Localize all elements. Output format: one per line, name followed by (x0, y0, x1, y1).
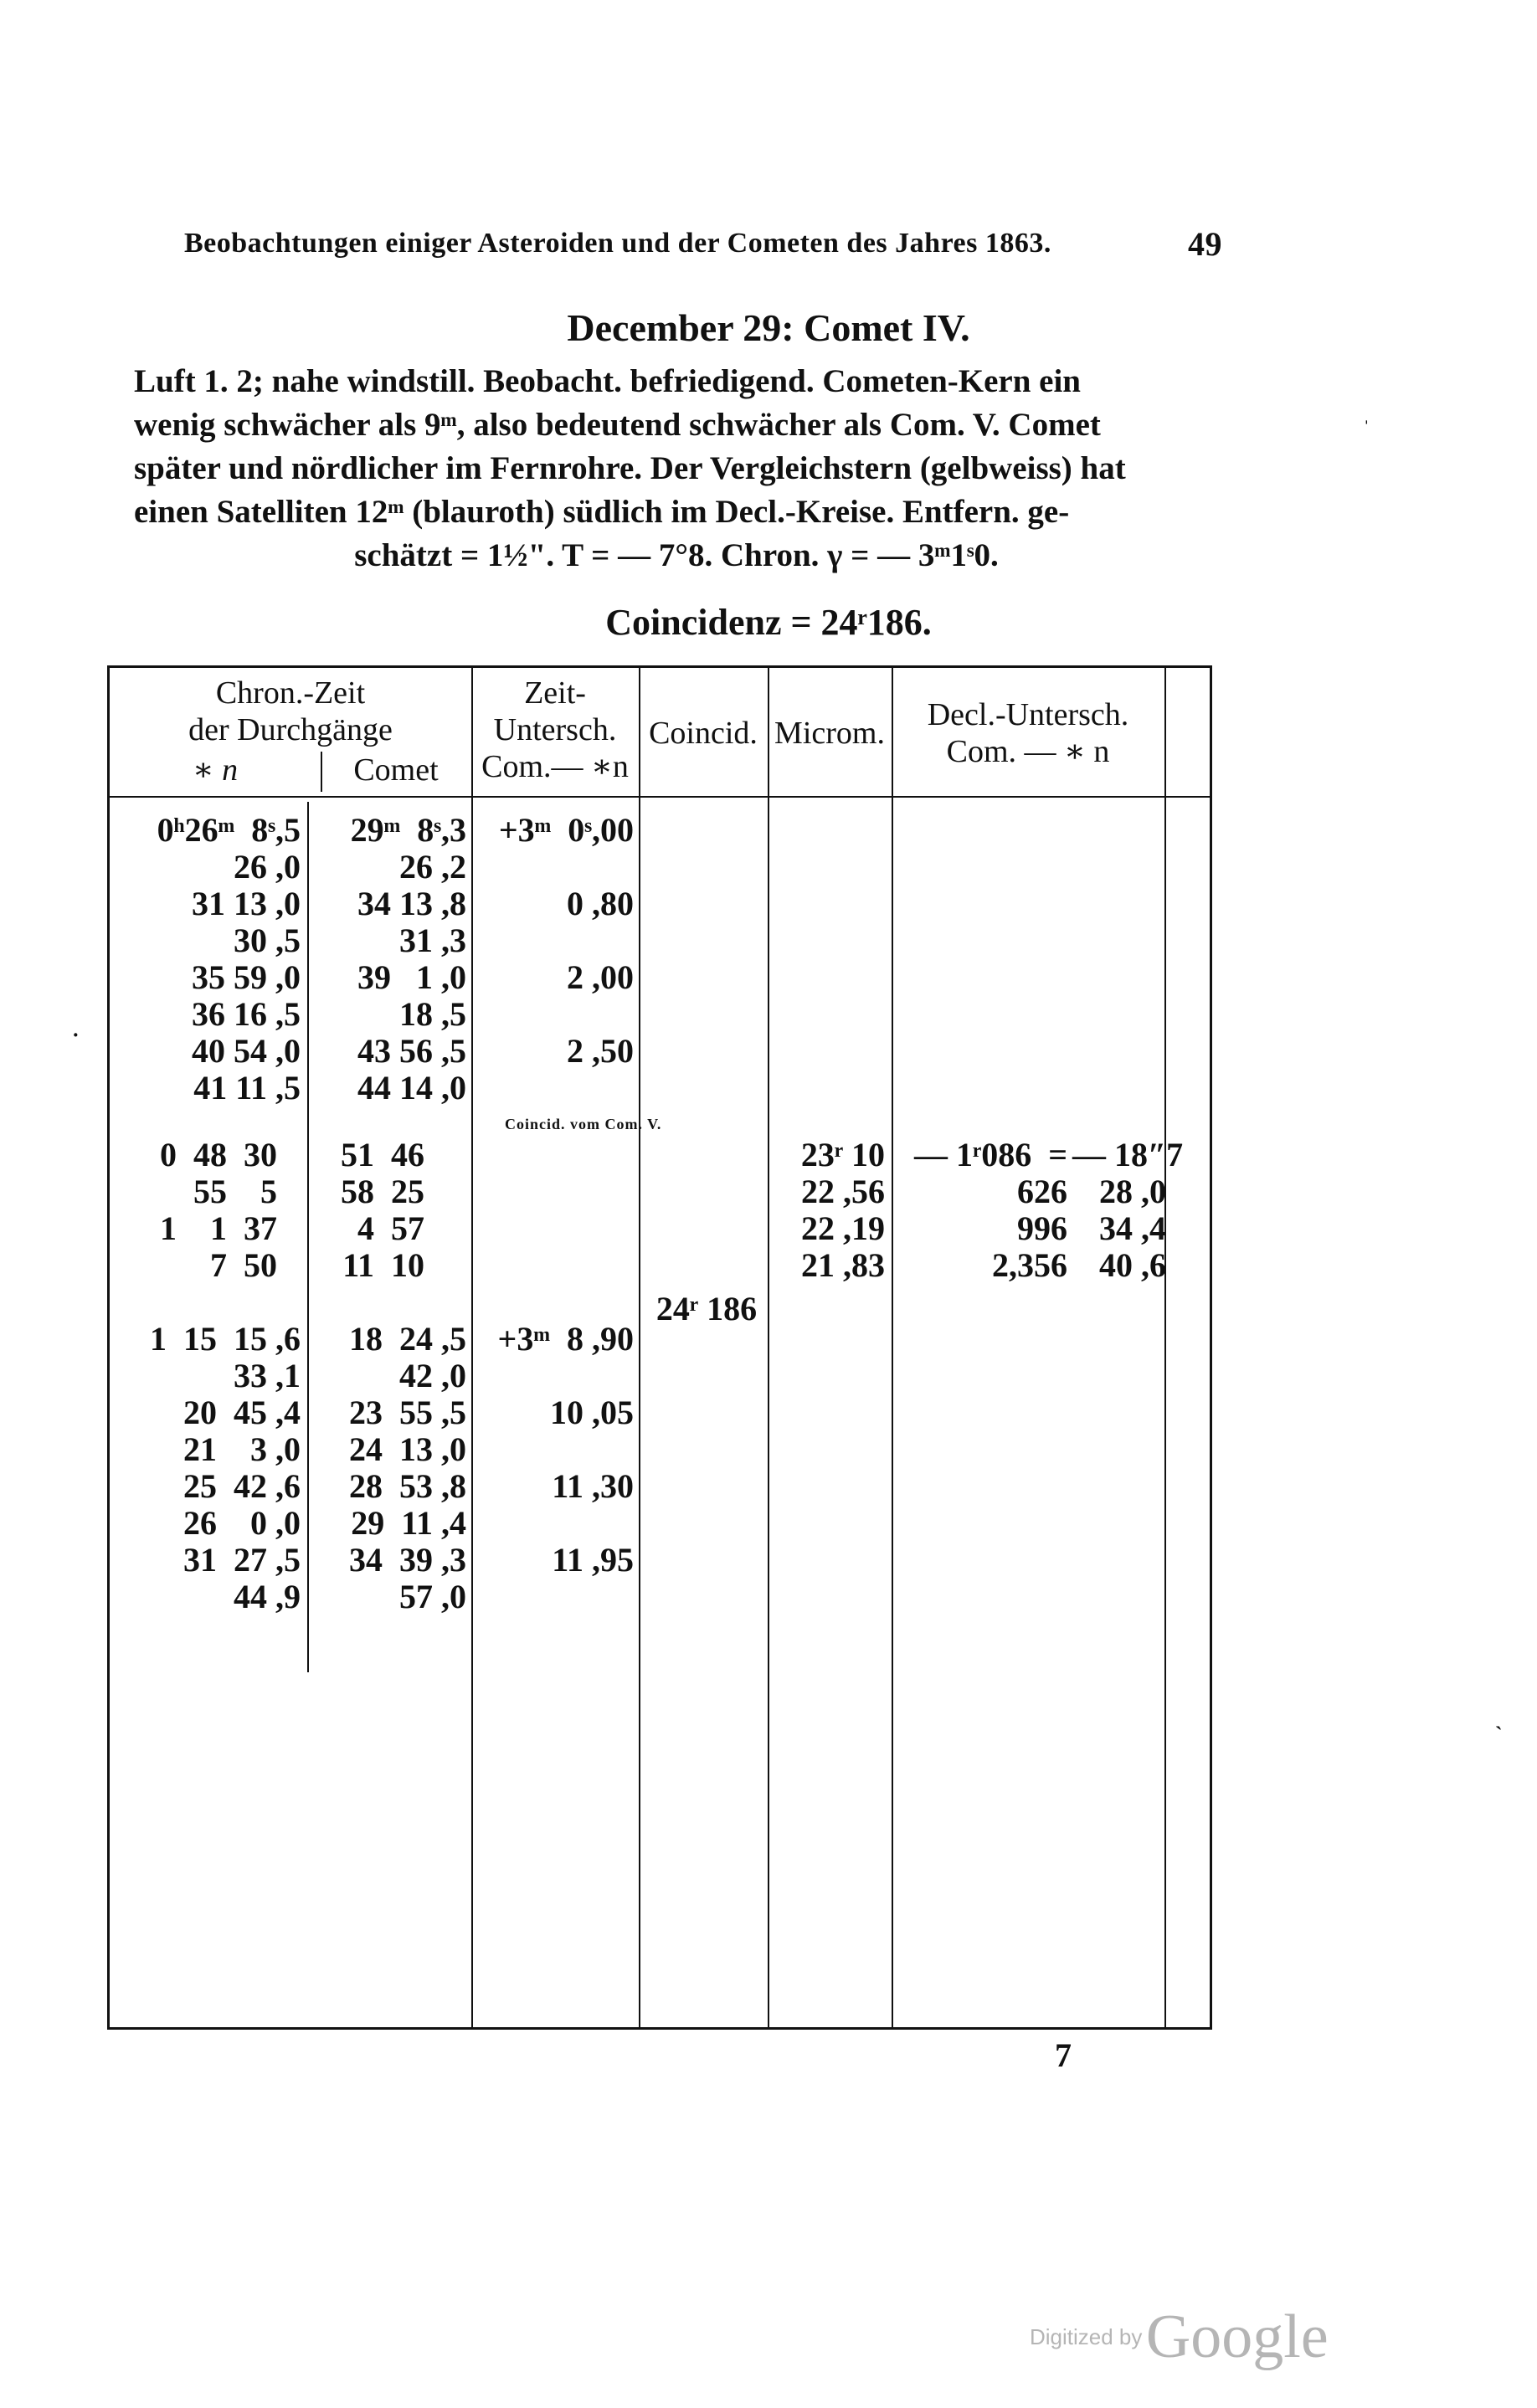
zeit-untersch-cell: 0 ,80 (567, 885, 634, 922)
decl-untersch-cell: 996 (1017, 1209, 1067, 1247)
zeit-untersch-cell: 11 ,95 (552, 1541, 634, 1579)
star-transit-cell: 0ʰ26ᵐ 8ˢ,5 (157, 811, 301, 849)
header-text: Com.— ∗n (481, 749, 629, 784)
comet-transit-cell: 44 14 ,0 (357, 1069, 466, 1106)
star-transit-cell: 33 ,1 (234, 1357, 301, 1394)
comet-transit-cell: 42 ,0 (399, 1357, 466, 1394)
decl-untersch-cell: — 18″7 (1072, 1136, 1184, 1173)
running-head-text: Beobachtungen einiger Asteroiden und der Cometen des Jahres 1863. (184, 228, 1051, 259)
decl-untersch-cell: 2,356 (992, 1246, 1067, 1284)
comet-transit-cell: 28 53 ,8 (349, 1467, 466, 1505)
header-decl-untersch (892, 696, 1164, 770)
star-transit-cell: 40 54 ,0 (192, 1032, 301, 1070)
comet-transit-cell: 18 24 ,5 (349, 1320, 466, 1358)
zeit-untersch-cell: 2 ,50 (567, 1032, 634, 1070)
microm-cell: 22 ,19 (801, 1209, 885, 1247)
star-transit-cell: 36 16 ,5 (192, 995, 301, 1033)
google-logo: Google (1145, 2303, 1329, 2371)
intro-line: einen Satelliten 12ᵐ (blauroth) südlich im Decl.-Kreise. Entfern. ge- (134, 494, 1070, 530)
header-chron-zeit (110, 675, 471, 748)
header-comet: Comet (353, 752, 439, 788)
header-text: Decl.-Untersch. (927, 697, 1129, 732)
comet-transit-cell: 39 1 ,0 (357, 958, 466, 996)
star-transit-cell: 26 ,0 (234, 848, 301, 886)
watermark-small: Digitized by (1030, 2324, 1143, 2349)
column-rule (768, 668, 769, 2030)
star-transit-cell: 1 1 37 (160, 1209, 277, 1247)
comet-transit-cell: 43 56 ,5 (357, 1032, 466, 1070)
comet-transit-cell: 18 ,5 (399, 995, 466, 1033)
header-rule (110, 796, 1212, 798)
header-text: Chron.-Zeit (215, 675, 366, 711)
header-text: der Durchgänge (188, 712, 393, 747)
table-note: Coincid. vom Com. V. (505, 1116, 662, 1132)
star-transit-cell: 21 3 ,0 (183, 1430, 301, 1468)
zeit-untersch-cell: 11 ,30 (552, 1467, 634, 1505)
star-transit-cell: 30 ,5 (234, 922, 301, 959)
intro-paragraph (134, 360, 1219, 578)
star-transit-cell: 31 13 ,0 (192, 885, 301, 922)
intro-line: Luft 1. 2; nahe windstill. Beobacht. befriedigend. Cometen-Kern ein (134, 363, 1081, 399)
comet-transit-cell: 51 46 (341, 1136, 424, 1173)
header-text: Zeit- (524, 675, 586, 711)
decl-untersch-cell: 40 ,6 (1099, 1246, 1166, 1284)
comet-transit-cell: 11 10 (342, 1246, 424, 1284)
header-star-n: ∗ n (192, 752, 239, 788)
decl-untersch-cell: 34 ,4 (1099, 1209, 1166, 1247)
decl-untersch-cell: 28 ,0 (1099, 1173, 1166, 1210)
page-number: 49 (1188, 225, 1222, 263)
header-coincid: Coincid. (649, 716, 758, 751)
signature-mark: 7 (1055, 2036, 1072, 2074)
column-rule (892, 668, 893, 2030)
comet-transit-cell: 29 11 ,4 (351, 1504, 466, 1542)
intro-line: wenig schwächer als 9ᵐ, also bedeutend schwächer als Com. V. Comet (134, 407, 1101, 443)
star-transit-cell: 26 0 ,0 (183, 1504, 301, 1542)
decl-untersch-cell: 626 (1017, 1173, 1067, 1210)
star-transit-cell: 20 45 ,4 (183, 1394, 301, 1431)
star-transit-cell: 44 ,9 (234, 1578, 301, 1615)
header-text: Com. — ∗ n (946, 734, 1110, 769)
microm-cell: 22 ,56 (801, 1173, 885, 1210)
star-transit-cell: 25 42 ,6 (183, 1467, 301, 1505)
comet-transit-cell: 58 25 (341, 1173, 424, 1210)
digitized-watermark (1030, 2302, 1329, 2373)
comet-transit-cell: 26 ,2 (399, 848, 466, 886)
running-head (184, 225, 1222, 263)
zeit-untersch-cell: 2 ,00 (567, 958, 634, 996)
star-transit-cell: 55 5 (193, 1173, 277, 1210)
star-transit-cell: 0 48 30 (160, 1136, 277, 1173)
intro-line: schätzt = 1½". T = — 7°8. Chron. γ = — 3ᵐ1ˢ0. (354, 537, 999, 573)
section-title: December 29: Comet IV. (567, 306, 970, 349)
star-transit-cell: 7 50 (210, 1246, 277, 1284)
header-microm: Microm. (774, 716, 885, 751)
column-rule (639, 668, 640, 2030)
microm-cell: 21 ,83 (801, 1246, 885, 1284)
zeit-untersch-cell: +3ᵐ 0ˢ,00 (498, 811, 634, 849)
star-transit-cell: 31 27 ,5 (183, 1541, 301, 1579)
coincid-value: 24ʳ 186 (655, 1290, 758, 1327)
scan-speck: ˋ (1495, 1723, 1503, 1747)
coincidenz-title: Coincidenz = 24ʳ186. (605, 602, 932, 643)
comet-transit-cell: 29ᵐ 8ˢ,3 (350, 811, 466, 849)
column-rule (1164, 668, 1166, 2030)
star-transit-cell: 35 59 ,0 (192, 958, 301, 996)
comet-transit-cell: 4 57 (357, 1209, 424, 1247)
zeit-untersch-cell: 10 ,05 (550, 1394, 634, 1431)
intro-line: später und nördlicher im Fernrohre. Der Vergleichstern (gelbweiss) hat (134, 450, 1126, 486)
decl-untersch-cell: — 1ʳ086 = (914, 1136, 1067, 1173)
scan-speck: ˈ (1363, 417, 1370, 441)
scan-speck: · (72, 1023, 80, 1047)
comet-transit-cell: 24 13 ,0 (349, 1430, 466, 1468)
comet-transit-cell: 31 ,3 (399, 922, 466, 959)
comet-transit-cell: 34 13 ,8 (357, 885, 466, 922)
header-text: Untersch. (493, 712, 617, 747)
comet-transit-cell: 34 39 ,3 (349, 1541, 466, 1579)
header-zeit-untersch (471, 675, 639, 785)
microm-cell: 23ʳ 10 (800, 1136, 885, 1173)
observation-table (107, 665, 1212, 2030)
comet-transit-cell: 57 ,0 (399, 1578, 466, 1615)
zeit-untersch-cell: +3ᵐ 8 ,90 (497, 1320, 634, 1358)
star-transit-cell: 41 11 ,5 (193, 1069, 301, 1106)
star-transit-cell: 1 15 15 ,6 (150, 1320, 301, 1358)
comet-transit-cell: 23 55 ,5 (349, 1394, 466, 1431)
